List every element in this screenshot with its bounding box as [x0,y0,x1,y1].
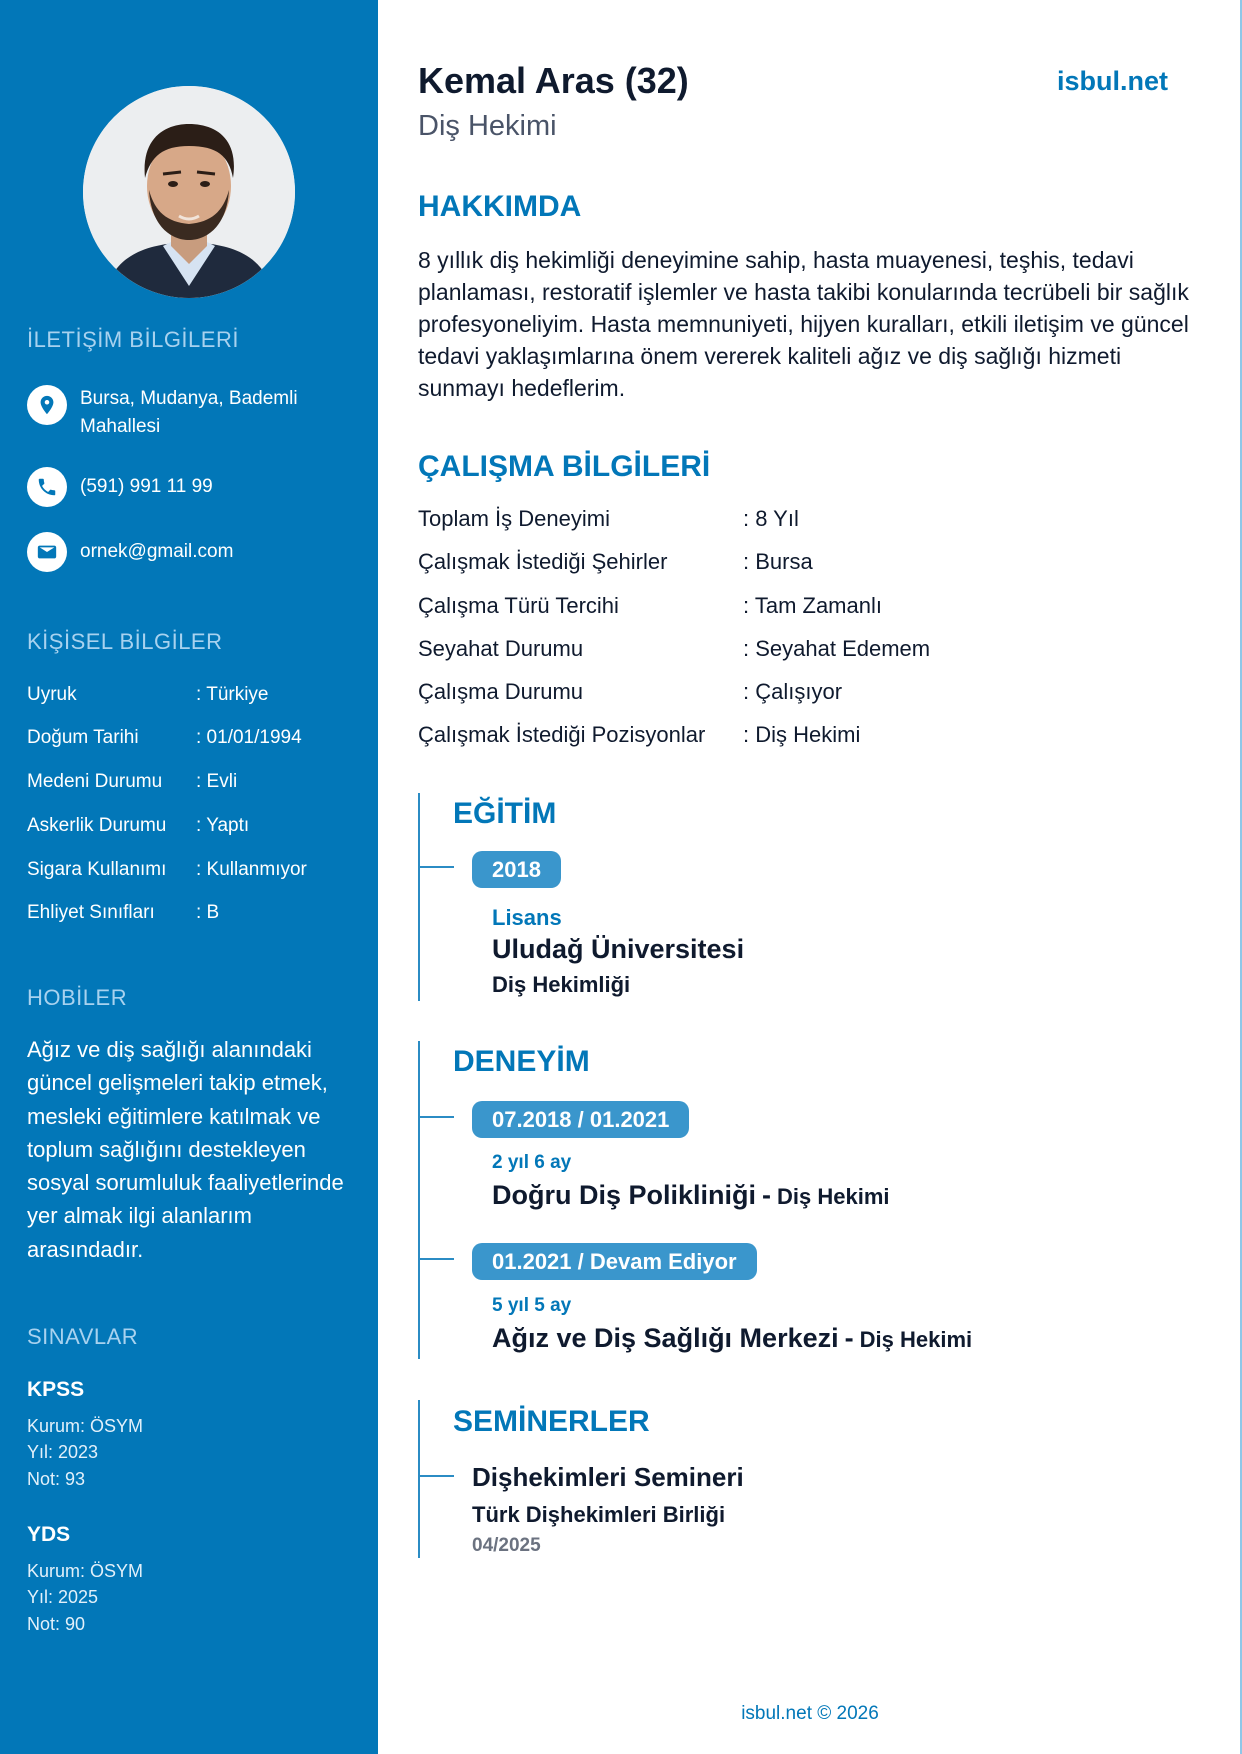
exams-heading: SINAVLAR [27,1324,139,1349]
contact-address-text: Bursa, Mudanya, Bademli Mahallesi [80,388,298,437]
exam-score: Not: 93 [27,1469,86,1489]
timeline-tick [418,1258,454,1260]
experience-company: Ağız ve Diş Sağlığı Merkezi [492,1323,839,1353]
work-label: Çalışma Durumu [418,679,584,704]
experience-period-badge: 07.2018 / 01.2021 [472,1101,689,1138]
work-row [418,506,799,532]
personal-label: Askerlik Durumu [27,815,167,836]
experience-separator: - [844,1323,854,1353]
work-row [418,636,930,662]
personal-row [27,684,269,706]
profile-photo [83,86,295,298]
personal-row [27,771,237,793]
timeline-tick [418,1116,454,1118]
contact-heading: İLETİŞİM BİLGİLERİ [27,327,239,352]
work-label: Çalışmak İstediği Pozisyonlar [418,722,706,747]
personal-value: : B [196,902,220,923]
exam-score: Not: 90 [27,1614,86,1634]
experience-heading: DENEYİM [453,1045,590,1078]
work-value: : 8 Yıl [743,506,799,531]
timeline-tick [418,866,454,868]
exam-institution: Kurum: ÖSYM [27,1561,144,1581]
experience-duration: 2 yıl 6 ay [492,1152,572,1173]
work-label: Toplam İş Deneyimi [418,506,610,531]
seminar-organization: Türk Dişhekimleri Birliği [472,1502,726,1527]
education-department: Diş Hekimliği [492,972,631,997]
main-content [378,0,1242,1754]
hobbies-text: Ağız ve diş sağlığı alanındaki güncel gelişmeleri takip etmek, mesleki eğitimlere katılmak ve toplum sağlığını destekleyen sosyal sorumluluk faaliyetlerinde yer almak ilgi alanlarım arasındadır. [27,1037,344,1262]
contact-phone [27,467,340,507]
work-value: : Çalışıyor [743,679,843,704]
experience-role: Diş Hekimi [859,1327,973,1352]
personal-label: Sigara Kullanımı [27,859,167,880]
work-row [418,549,813,575]
personal-value: : 01/01/1994 [196,727,302,748]
timeline-tick [418,1475,454,1477]
contact-email-text[interactable]: ornek@gmail.com [80,541,234,562]
personal-value: : Türkiye [196,684,269,705]
seminar-name: Dişhekimleri Semineri [472,1462,744,1492]
personal-value: : Evli [196,771,238,792]
experience-title [492,1323,972,1354]
site-logo-link[interactable]: isbul.net [1056,66,1168,96]
contact-email [27,532,340,572]
education-heading: EĞİTİM [453,797,557,830]
exam-institution: Kurum: ÖSYM [27,1416,144,1436]
experience-duration: 5 yıl 5 ay [492,1295,572,1316]
exam-name: KPSS [27,1378,85,1401]
work-value: : Bursa [743,549,813,574]
personal-value: : Yaptı [196,815,250,836]
work-row [418,722,860,748]
work-label: Seyahat Durumu [418,636,584,661]
exam-year: Yıl: 2025 [27,1587,99,1607]
timeline-line [418,1400,420,1558]
mail-icon [27,532,67,572]
seminar-date: 04/2025 [472,1535,541,1556]
personal-label: Ehliyet Sınıfları [27,902,155,923]
experience-company: Doğru Diş Polikliniği [492,1180,757,1210]
location-pin-icon [27,385,67,425]
hobbies-heading: HOBİLER [27,985,128,1010]
personal-label: Doğum Tarihi [27,727,139,748]
work-value: : Diş Hekimi [743,722,861,747]
personal-row [27,902,219,924]
personal-heading: KİŞİSEL BİLGİLER [27,629,223,654]
profile-title: Diş Hekimi [418,110,557,142]
phone-icon [27,467,67,507]
personal-label: Uyruk [27,684,77,705]
work-value: : Tam Zamanlı [743,593,882,618]
experience-period-badge: 01.2021 / Devam Ediyor [472,1243,757,1280]
personal-value: : Kullanmıyor [196,859,307,880]
exam-name: YDS [27,1523,71,1546]
about-heading: HAKKIMDA [418,190,582,223]
work-row [418,679,842,705]
work-label: Çalışmak İstediği Şehirler [418,549,668,574]
contact-address [27,385,340,441]
person-photo-icon [83,86,295,298]
contact-phone-text[interactable]: (591) 991 11 99 [80,476,213,497]
education-year-badge: 2018 [472,851,561,888]
experience-title [492,1180,890,1211]
work-value: : Seyahat Edemem [743,636,931,661]
experience-role: Diş Hekimi [777,1184,890,1209]
personal-label: Medeni Durumu [27,771,163,792]
footer-copyright: isbul.net © 2026 [741,1703,879,1724]
personal-row [27,859,307,881]
timeline-line [418,1041,420,1359]
work-row [418,593,882,619]
seminars-heading: SEMİNERLER [453,1405,650,1438]
personal-row [27,727,302,749]
profile-name: Kemal Aras (32) [418,60,689,101]
exam-year: Yıl: 2023 [27,1442,99,1462]
work-label: Çalışma Türü Tercihi [418,593,619,618]
education-school: Uludağ Üniversitesi [492,934,745,964]
work-heading: ÇALIŞMA BİLGİLERİ [418,450,711,483]
education-degree: Lisans [492,905,562,930]
sidebar [0,0,378,1754]
experience-separator: - [762,1180,772,1210]
about-text: 8 yıllık diş hekimliği deneyimine sahip, hasta muayenesi, teşhis, tedavi planlaması, restoratif işlemler ve hasta takibi konularında tecrübeli bir sağlık profesyoneliyim. Hasta memnuniyeti, hijyen kuralları, etkili iletişim ve güncel tedavi yaklaşımlarına önem vererek kaliteli ağız ve diş sağlığı hizmeti sunmayı hedeflerim. [418,247,1189,401]
personal-row [27,815,249,837]
timeline-line [418,793,420,1001]
